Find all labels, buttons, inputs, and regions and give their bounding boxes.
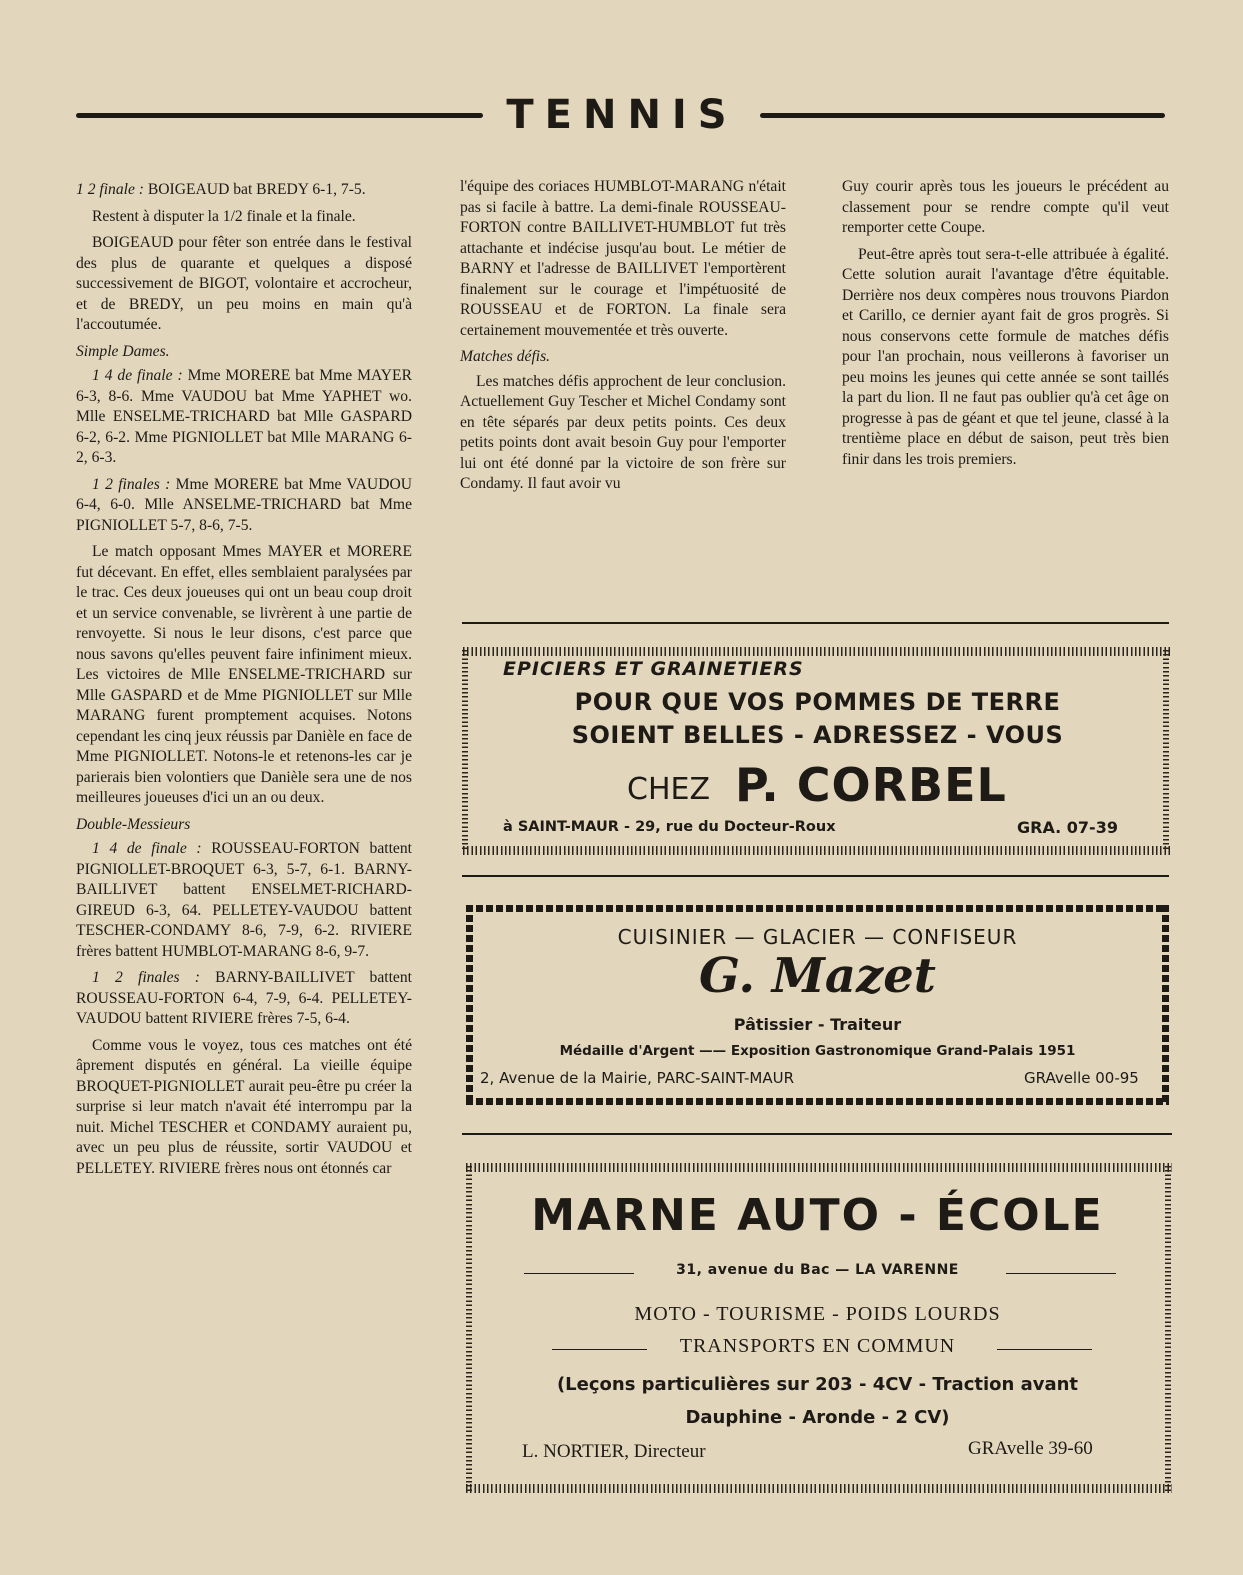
ad-border (462, 650, 468, 850)
ad-services: TRANSPORTS EN COMMUN (679, 1335, 956, 1357)
rule (1006, 1273, 1116, 1274)
round-label: 1 4 de finale : (92, 367, 183, 384)
ad-director: L. NORTIER, Directeur (522, 1441, 706, 1462)
paragraph: Peut-être après tout sera-t-elle attribuée à égalité. Cette solution aurait l'avantage d'être équitable. Derrière nos deux compères nous trouvons Piardon et Carillo, ce dernier ayant fait de gros progrès. Si nous conservons cette formule de matches défis pour l'an prochain, nous veillerons à favoriser un peu moins les jeunes qui cette année se sont taillés la part du lion. Il ne faut pas oublier qu'à cet âge on progresse à pas de géant et que tel jeune, classé à la trentième place en début de saison, peut très bien finir dans les trois premiers. (842, 245, 1169, 468)
ad-subtitle: Pâtissier - Traiteur (733, 1015, 902, 1034)
paragraph (76, 180, 412, 201)
round-label: 1 2 finales : (92, 969, 200, 986)
paragraph-text: BOIGEAUD bat BREDY 6-1, 7-5. (144, 181, 366, 198)
paragraph: Guy courir après tous les joueurs le précédent au classement pour se rendre compte qu'il veut remporter cette Coupe. (842, 178, 1169, 236)
ad-phone: GRAvelle 39-60 (968, 1438, 1093, 1459)
ad-chez: CHEZ (627, 772, 711, 807)
ad-address: à SAINT-MAUR - 29, rue du Docteur-Roux (503, 819, 836, 835)
paragraph: BOIGEAUD pour fêter son entrée dans le festival des plus de quarante et quelques a disposé successivement de BIGOT, volontaire et accrocheur, et de BREDY, un peu moins en main qu'à l'accoutumée. (76, 234, 412, 333)
round-label: 1 4 de finale : (92, 840, 202, 857)
paragraph-text: Mme MORERE bat Mme VAUDOU 6-4, 6-0. Mlle ANSELME-TRICHARD bat Mme PIGNIOLLET 5-7, 8-6, 7-5. (76, 475, 412, 534)
ad-border (463, 647, 1170, 656)
section-title: TENNIS (506, 92, 738, 138)
ad-address: 2, Avenue de la Mairie, PARC-SAINT-MAUR (480, 1069, 795, 1087)
paragraph (76, 968, 412, 1030)
subheading: Matches défis. (460, 348, 551, 365)
ad-category: EPICIERS ET GRAINETIERS (503, 658, 804, 680)
paragraph-text: ROUSSEAU-FORTON battent PIGNIOLLET-BROQUET 6-3, 5-7, 6-1. BARNY-BAILLIVET battent ENSELMET-RICHARD-GIREUD 6-3, 64. PELLETEY-VAUDOU battent TESCHER-CONDAMY 8-6, 7-9, 6-2. RIVIERE frères battent HUMBLOT-MARANG 8-6, 9-7. (76, 840, 412, 960)
round-label: 1 2 finales : (92, 475, 171, 493)
subheading: Double-Messieurs (76, 815, 191, 833)
ad-border (1163, 650, 1169, 850)
article-column-2 (460, 177, 786, 501)
paragraph-text: BARNY-BAILLIVET battent ROUSSEAU-FORTON 6-4, 7-9, 6-4. PELLETEY-VAUDOU battent RIVIERE frères 7-5, 6-4. (76, 969, 412, 1027)
ad-business-name: G. Mazet (699, 948, 936, 1004)
ad-headline: POUR QUE VOS POMMES DE TERRE (574, 688, 1061, 716)
paragraph: Le match opposant Mmes MAYER et MORERE fut décevant. En effet, elles semblaient paralysées par le trac. Ces deux joueuses qui ont un beau coup droit et un service convenable, se livrèrent à une partie de renvoyette. Si nous le leur disons, c'est parce que nous savons qu'elles peuvent faire infiniment mieux. Les victoires de Mlle ENSELME-TRICHARD sur Mlle GASPARD et de Mme PIGNIOLLET sur Mlle MARANG furent promptement acquises. Notons cependant les cinq jeux réussis par Danièle en face de Mme PIGNIOLLET. Notons-le et retenons-les car je parierais bien volontiers que Danièle sera une de nos meilleures joueuses d'ici un an ou deux. (76, 543, 412, 806)
paragraph (76, 839, 412, 962)
ad-border (466, 1098, 1169, 1105)
ad-phone: GRA. 07-39 (1017, 818, 1118, 837)
ad-business-name: MARNE AUTO - ÉCOLE (531, 1190, 1104, 1241)
paragraph (76, 366, 412, 469)
ad-border (463, 846, 1170, 855)
ad-headline: SOIENT BELLES - ADRESSEZ - VOUS (571, 721, 1064, 749)
paragraph-text: Mme MORERE bat Mme MAYER 6-3, 8-6. Mme VAUDOU bat Mme YAPHET wo. Mlle ENSELME-TRICHARD bat Mlle GASPARD 6-2, 6-2. Mme PIGNIOLLET bat Mlle MARANG 6-2, 6-3. (76, 367, 412, 466)
divider (462, 1133, 1172, 1135)
ad-business-name: P. CORBEL (735, 758, 1007, 812)
article-column-1 (76, 180, 412, 1185)
divider (462, 622, 1169, 624)
round-label: 1 2 finale : (76, 181, 144, 198)
paragraph (76, 475, 412, 537)
ad-lessons: Dauphine - Aronde - 2 CV) (685, 1407, 950, 1428)
header-rule-left (76, 113, 483, 118)
rule (997, 1349, 1092, 1350)
paragraph: Les matches défis approchent de leur conclusion. Actuellement Guy Tescher et Michel Condamy sont en tête séparés par deux petits points. Ces deux petits points dont avait besoin Guy pour l'emporter lui ont été donné par la victoire de son frère sur Condamy. Il faut avoir vu (460, 372, 786, 492)
ad-services: MOTO - TOURISME - POIDS LOURDS (634, 1303, 1001, 1325)
paragraph: Restent à disputer la 1/2 finale et la finale. (92, 207, 356, 225)
ad-lessons: (Leçons particulières sur 203 - 4CV - Traction avant (556, 1374, 1079, 1395)
section-header (72, 92, 1172, 140)
ad-address: 31, avenue du Bac — LA VARENNE (676, 1262, 959, 1278)
divider (462, 875, 1169, 877)
subheading: Simple Dames. (76, 342, 170, 360)
ad-border (1165, 1166, 1171, 1491)
ad-border (466, 905, 1169, 912)
ad-trades: CUISINIER — GLACIER — CONFISEUR (617, 925, 1018, 949)
paragraph: l'équipe des coriaces HUMBLOT-MARANG n'était pas si facile à battre. La demi-finale ROUSSEAU-FORTON contre BAILLIVET-HUMBLOT fut très attachante et indécise jusqu'au bout. Le métier de BARNY et l'adresse de BAILLIVET l'emportèrent finalement sur le courage et l'impétuosité de ROUSSEAU et de FORTON. La finale sera certainement mouvementée et très ouverte. (460, 178, 786, 339)
header-rule-right (760, 113, 1165, 118)
ad-border (466, 1163, 1172, 1172)
ad-phone: GRAvelle 00-95 (1024, 1069, 1139, 1087)
ad-border (466, 1484, 1172, 1493)
ad-award: Médaille d'Argent —— Exposition Gastronomique Grand-Palais 1951 (559, 1043, 1076, 1059)
paragraph: Comme vous le voyez, tous ces matches ont été âprement disputés en général. La vieille équipe BROQUET-PIGNIOLLET aurait peu-être pu créer la surprise si leur match n'avait été interrompu par la nuit. Michel TESCHER et CONDAMY auraient pu, avec un peu plus de réussite, sortir VAUDOU et PELLETEY. RIVIERE frères nous ont étonnés car (76, 1036, 412, 1177)
article-column-3 (842, 177, 1169, 476)
